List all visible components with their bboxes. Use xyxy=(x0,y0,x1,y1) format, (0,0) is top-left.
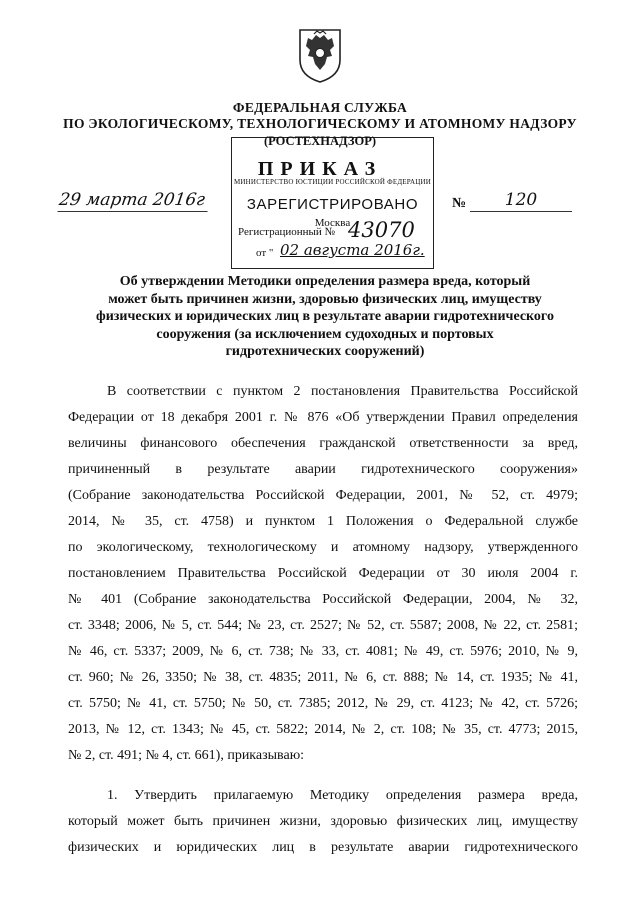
stamp-ministry: МИНИСТЕРСТВО ЮСТИЦИИ РОССИЙСКОЙ ФЕДЕРАЦИИ xyxy=(234,178,431,186)
stamp-reg-number-value: 43070 xyxy=(348,218,415,242)
title-line: гидротехнических сооружений) xyxy=(225,344,425,359)
document-type: ПРИКАЗ xyxy=(257,158,383,180)
body-line: 1. Утвердить прилагаемую Методику определения размера вреда, xyxy=(107,788,578,803)
body-line: ст. 960; № 26, 3350; № 38, ст. 4835; 2011, № 6, ст. 888; № 14, ст. 1935; № 41, xyxy=(68,670,578,685)
org-name-line2: ПО ЭКОЛОГИЧЕСКОМУ, ТЕХНОЛОГИЧЕСКОМУ И АТОМНОМУ НАДЗОРУ xyxy=(63,116,577,131)
registration-stamp xyxy=(231,137,434,269)
body-line: Федерации от 18 декабря 2001 г. № 876 «Об утверждении Правил определения xyxy=(68,410,578,425)
body-line: величины финансового обеспечения гражданской ответственности за вред, xyxy=(68,436,578,451)
stamp-city: Москва xyxy=(314,217,351,229)
order-date-handwritten: 29 марта 2016г xyxy=(57,190,210,212)
document-title xyxy=(90,273,560,361)
body-line: № 46, ст. 5337; 2009, № 6, ст. 738; № 33, ст. 4081; № 49, ст. 5976; 2010, № 9, xyxy=(68,644,578,659)
coat-of-arms-emblem xyxy=(296,26,344,84)
title-line: сооружения (за исключением судоходных и портовых xyxy=(156,326,494,342)
title-line: физических и юридических лиц в результате аварии гидротехнического xyxy=(96,309,554,324)
org-abbreviation: (РОСТЕХНАДЗОР) xyxy=(263,134,377,148)
body-line: № 2, ст. 491; № 4, ст. 661), приказываю: xyxy=(68,748,305,763)
body-line: физических и юридических лиц в результате аварии гидротехнического xyxy=(68,840,578,855)
org-name-line1: ФЕДЕРАЛЬНАЯ СЛУЖБА xyxy=(232,100,408,115)
body-line: причиненный в результате аварии гидротехнического сооружения» xyxy=(68,462,578,477)
body-line: В соответствии с пунктом 2 постановления Правительства Российской xyxy=(107,384,578,399)
body-line: (Собрание законодательства Российской Федерации, 2001, № 52, ст. 4979; xyxy=(68,488,578,503)
body-line: 2013, № 12, ст. 1343; № 45, ст. 5822; 2014, № 2, ст. 108; № 35, ст. 4773; 2015, xyxy=(68,722,578,737)
body-line: по экологическому, технологическому и атомному надзору, утвержденного xyxy=(68,540,578,555)
body-line: ст. 5750; № 41, ст. 5750; № 50, ст. 7385; 2012, № 29, ст. 4123; № 42, ст. 5726; xyxy=(68,696,578,711)
body-line: ст. 3348; 2006, № 5, ст. 544; № 23, ст. 2527; № 52, ст. 5587; 2008, № 22, ст. 2581; xyxy=(68,618,578,633)
order-number-handwritten: 120 xyxy=(470,190,572,212)
stamp-date-label: от " xyxy=(256,247,274,259)
stamp-date-value: 02 августа 2016г. xyxy=(280,241,425,259)
stamp-reg-number-label: Регистрационный № xyxy=(238,226,336,238)
order-number-label: № xyxy=(452,196,467,211)
title-line: может быть причинен жизни, здоровью физических лиц, имуществу xyxy=(108,291,542,307)
body-line: № 401 (Собрание законодательства Российской Федерации, 2004, № 32, xyxy=(68,592,578,607)
body-line: 2014, № 35, ст. 4758) и пунктом 1 Положения о Федеральной службе xyxy=(68,514,578,529)
title-line: Об утверждении Методики определения размера вреда, который xyxy=(119,274,531,289)
body-line: постановлением Правительства Российской Федерации от 30 июля 2004 г. xyxy=(68,566,578,581)
body-line: который может быть причинен жизни, здоровью физических лиц, имуществу xyxy=(68,814,578,829)
stamp-registered: ЗАРЕГИСТРИРОВАНО xyxy=(246,196,419,213)
